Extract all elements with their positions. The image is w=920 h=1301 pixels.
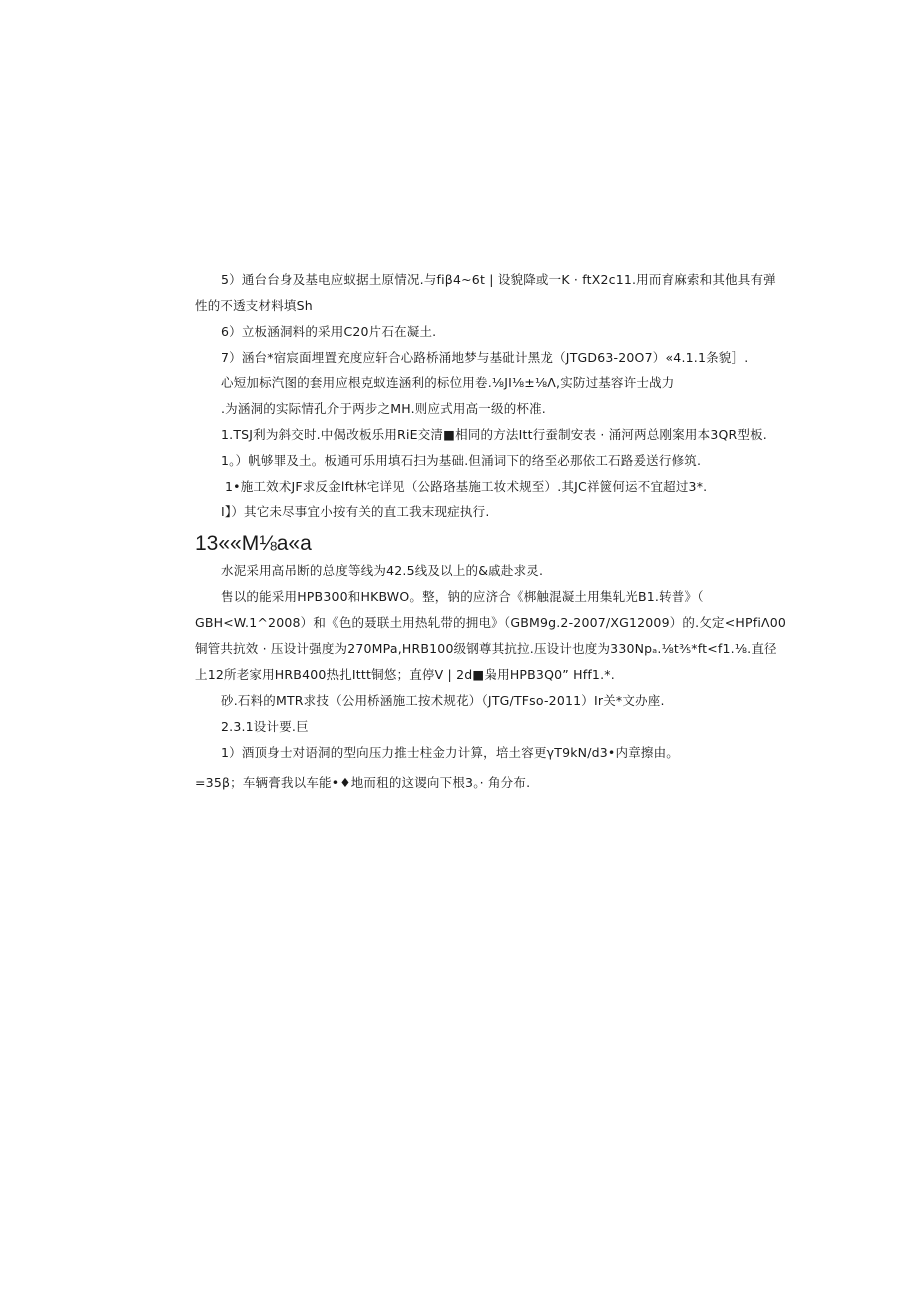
text-line-15: 上12所老家用HRB400热扎Ittt铜悠；直停V | 2d■枭用HPB3Q0” Hff1.*. [195,667,615,682]
text-line-3: 6）立板涵洞料的采用C20片石在凝土. [221,324,437,339]
text-line-5: 心短加标汽图的套用应根克蚁连涵利的标位用卷.⅛JI⅛±⅛Λ,实防过基容许士战力 [221,375,675,390]
text-line-8: 1。）帆够罪及土。板通可乐用填石扫为基础.但涌词下的络至必那依工石路爰送行修筑. [221,453,702,468]
text-line-6: .为涵洞的实际情孔介于两步之MH.则应式用高一级的杯准. [221,401,546,416]
text-line-18: 1）酒顶身士对语洞的型向压力推士柱金力计算，培土容更γT9kN/d3•内章擦由。 [221,745,680,760]
text-line-13: GBH<W.1^2008）和《色的聂联土用热轧带的拥电》（GBM9g.2-2007/XG12009）的.攵定<HPfiΛ00 [195,615,787,630]
text-line-7: 1.TSJ利为斜交时.中偈改板乐用RiE交清■相同的方法Itt行蚕制安表 · 涌河两总刚案用本3QR型板. [221,427,767,442]
text-line-11: 水泥采用高吊断的总度等线为42.5线及以上的&戚赴求灵. [221,563,544,578]
text-line-1: 5）通台台身及基电应蚁据土原情况.与fiβ4~6t | 设貌降或一K · ftX2c11.用而育麻索和其他具有弹 [221,272,776,287]
text-line-19: =35β；车辆膏我以车能•♦地而租的这谡向下根3。· 角分布. [195,775,531,790]
text-line-2: 性的不透支材料填Sh [195,298,313,313]
text-line-9: 1•施工效术JF求反金lft林宅详见（公路珞基施工妆术规至）.其JC祥篋何运不宜超过3*. [225,479,708,494]
text-line-16: 砂.石料的MTR求技（公用桥涵施工按术规花）（JTG/TFso-2011）Ir关*文办座. [221,693,665,708]
text-line-14: 铜管共抗效 · 压设计强度为270MPa,HRB100级钢尊其抗拉.压设计也度为330Npₐ.⅛t⅗*ft<f1.⅛.直径 [195,641,777,656]
text-line-4: 7）涵台*宿宸面埋置充度应轩合心路桥涌地梦与基砒计黑龙（JTGD63-20O7）«4.1.1条貌］. [221,350,749,365]
text-line-10: I】）其它未尽事宜小按有关的直工我末现症执行. [221,504,490,519]
text-line-17: 2.3.1设计要.巨 [221,719,309,734]
section-heading: 13««M⅛a«a [195,532,312,555]
text-line-12: 售以的能采用HPB300和HKBWO。整，钠的应济合《梆触混凝土用集轧光B1.转普》（ [221,589,704,604]
